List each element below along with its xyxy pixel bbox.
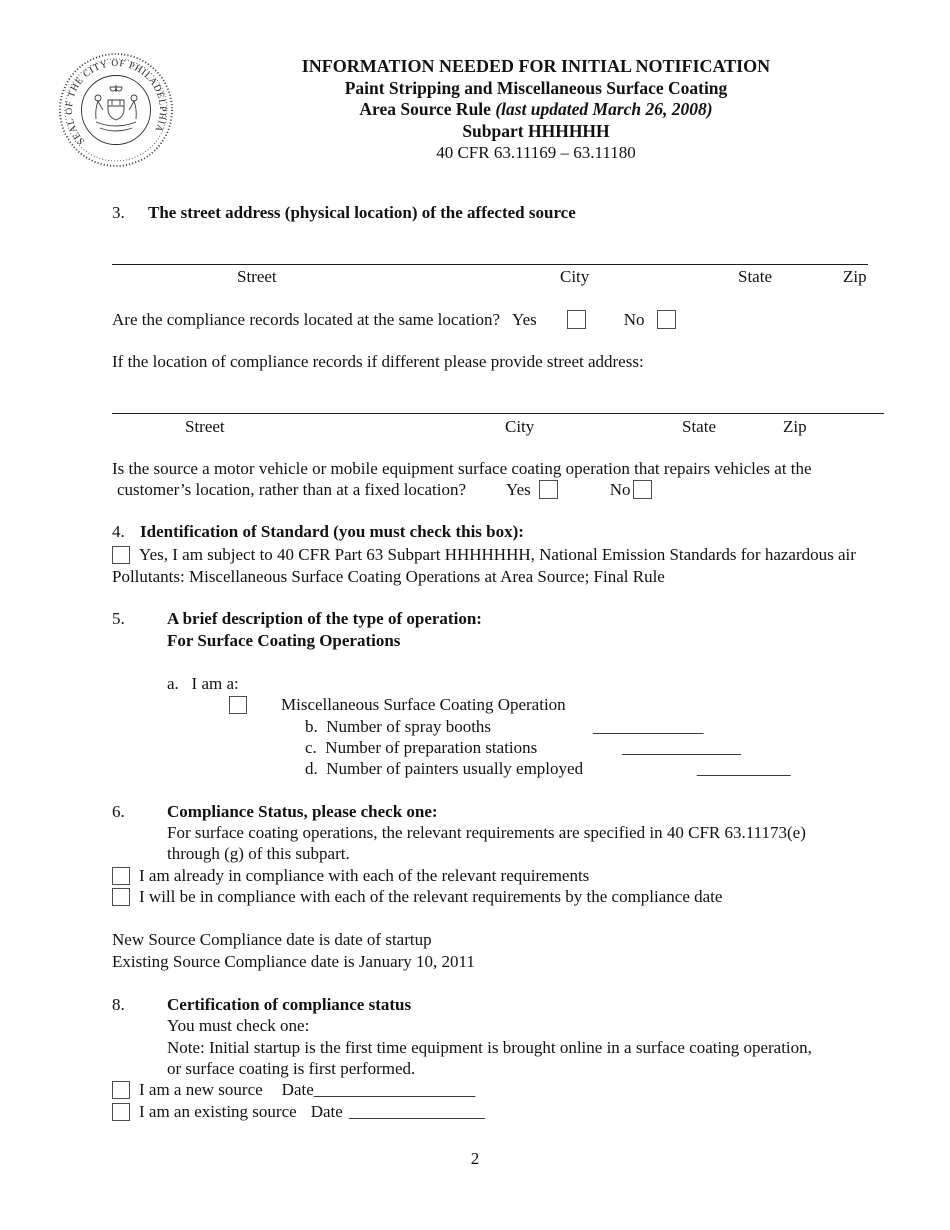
will-be-in-compliance-row xyxy=(112,886,722,907)
item-b-label: b. Number of spray booths xyxy=(305,717,492,736)
section-8-heading xyxy=(112,994,411,1015)
document-header xyxy=(122,56,950,164)
section-3-title: The street address (physical location) of the affected source xyxy=(148,203,576,222)
section-8-number: 8. xyxy=(112,995,125,1014)
mobile-yes-checkbox[interactable] xyxy=(539,480,558,499)
existing-source-compliance-note: Existing Source Compliance date is January 10, 2011 xyxy=(112,952,475,971)
section-6-desc-line-1: For surface coating operations, the relevant requirements are specified in 40 CFR 63.11173(e) xyxy=(167,823,806,842)
header-subtitle-area-source xyxy=(122,99,950,121)
header-area-source-rule: Area Source Rule xyxy=(359,99,491,119)
section-5-title-line-2: For Surface Coating Operations xyxy=(167,631,401,650)
will-be-in-compliance-label: I will be in compliance with each of the relevant requirements by the compliance date xyxy=(139,887,723,906)
section-4-statement-row xyxy=(112,544,900,587)
section-8-title: Certification of compliance status xyxy=(167,995,412,1014)
zip-label: Zip xyxy=(843,267,867,286)
section-6-desc-line-2: through (g) of this subpart. xyxy=(167,844,350,863)
will-be-in-compliance-checkbox[interactable] xyxy=(112,888,130,906)
section-8-subtitle: You must check one: xyxy=(167,1016,310,1035)
same-location-yes-checkbox[interactable] xyxy=(567,310,586,329)
section-6-number: 6. xyxy=(112,802,125,821)
new-source-checkbox[interactable] xyxy=(112,1081,130,1099)
same-location-question: Are the compliance records located at the same location? xyxy=(112,310,500,329)
section-8-note-line-1: Note: Initial startup is the first time equipment is brought online in a surface coating operation, xyxy=(167,1038,812,1057)
header-last-updated: (last updated March 26, 2008) xyxy=(495,99,713,119)
section-4-heading xyxy=(112,521,524,542)
seal-scales xyxy=(110,85,122,92)
seal-text: SEAL OF THE CITY OF PHILADELPHIA xyxy=(64,58,168,146)
new-source-date-label: Date xyxy=(281,1080,314,1099)
misc-coating-row xyxy=(229,694,566,715)
city-label-2: City xyxy=(505,417,535,436)
city-label: City xyxy=(560,267,590,286)
existing-source-date-blank[interactable]: ________________ xyxy=(348,1102,485,1121)
section-3-heading xyxy=(112,202,576,223)
section-5-number: 5. xyxy=(112,609,125,628)
section-4-number: 4. xyxy=(112,522,125,541)
new-source-row xyxy=(112,1079,475,1100)
new-source-date-blank[interactable]: ___________________ xyxy=(313,1080,476,1099)
same-location-no-checkbox[interactable] xyxy=(657,310,676,329)
mobile-question-line-1: Is the source a motor vehicle or mobile equipment surface coating operation that repairs vehicles at the xyxy=(112,459,812,478)
seal-left-figure-head xyxy=(95,95,101,101)
spray-booths-blank[interactable]: _____________ xyxy=(593,717,704,736)
section-4-title: Identification of Standard (you must check this box): xyxy=(140,522,524,541)
address-line-1[interactable] xyxy=(112,264,868,265)
different-address-prompt: If the location of compliance records if different please provide street address: xyxy=(112,352,644,371)
address-line-2[interactable] xyxy=(112,413,884,414)
section-5-heading xyxy=(112,608,482,629)
mobile-question-text: customer’s location, rather than at a fixed location? xyxy=(117,480,466,499)
existing-source-label: I am an existing source xyxy=(139,1102,297,1121)
section-3-number: 3. xyxy=(112,203,125,222)
state-label-2: State xyxy=(682,417,716,436)
section-6-title: Compliance Status, please check one: xyxy=(167,802,438,821)
document-title: INFORMATION NEEDED FOR INITIAL NOTIFICATION xyxy=(301,56,771,76)
item-d-label: d. Number of painters usually employed xyxy=(305,759,584,778)
same-location-no-label: No xyxy=(623,310,645,329)
header-subpart: Subpart HHHHHH xyxy=(462,120,610,141)
section-8-note-line-2: or surface coating is first performed. xyxy=(167,1059,416,1078)
street-label: Street xyxy=(237,267,277,286)
painters-employed-blank[interactable]: ___________ xyxy=(697,759,791,778)
new-source-label: I am a new source xyxy=(139,1080,263,1099)
already-in-compliance-checkbox[interactable] xyxy=(112,867,130,885)
existing-source-row xyxy=(112,1101,485,1122)
mobile-question-line-2 xyxy=(117,479,652,500)
subject-to-standard-checkbox[interactable] xyxy=(112,546,130,564)
section-4-statement: Yes, I am subject to 40 CFR Part 63 Subpart HHHHHHH, National Emission Standards for hazardous air Pollutants: Miscellaneous Surface Coating Operations at Area Source; Final Rule xyxy=(112,545,856,586)
item-a-label: a. I am a: xyxy=(167,674,239,693)
mobile-no-checkbox[interactable] xyxy=(633,480,652,499)
misc-coating-checkbox[interactable] xyxy=(229,696,247,714)
misc-coating-label: Miscellaneous Surface Coating Operation xyxy=(281,695,566,714)
preparation-stations-blank[interactable]: ______________ xyxy=(622,738,741,757)
state-label: State xyxy=(738,267,772,286)
same-location-yes-label: Yes xyxy=(512,310,537,329)
seal-left-figure-body xyxy=(96,101,103,119)
already-in-compliance-label: I am already in compliance with each of the relevant requirements xyxy=(139,866,590,885)
street-label-2: Street xyxy=(185,417,225,436)
header-cfr-range: 40 CFR 63.11169 – 63.11180 xyxy=(436,143,636,162)
existing-source-checkbox[interactable] xyxy=(112,1103,130,1121)
section-5-title-line-1: A brief description of the type of operation: xyxy=(167,609,482,628)
mobile-no-label: No xyxy=(609,480,631,499)
mobile-yes-label: Yes xyxy=(506,480,531,499)
header-subtitle-paint-stripping: Paint Stripping and Miscellaneous Surface Coating xyxy=(344,77,728,98)
page-number: 2 xyxy=(470,1149,480,1168)
already-in-compliance-row xyxy=(112,865,589,886)
section-6-heading xyxy=(112,801,438,822)
existing-source-date-label: Date xyxy=(310,1102,343,1121)
item-c-label: c. Number of preparation stations xyxy=(305,738,538,757)
same-location-question-row xyxy=(112,309,676,330)
zip-label-2: Zip xyxy=(783,417,807,436)
new-source-compliance-note: New Source Compliance date is date of startup xyxy=(112,930,432,949)
